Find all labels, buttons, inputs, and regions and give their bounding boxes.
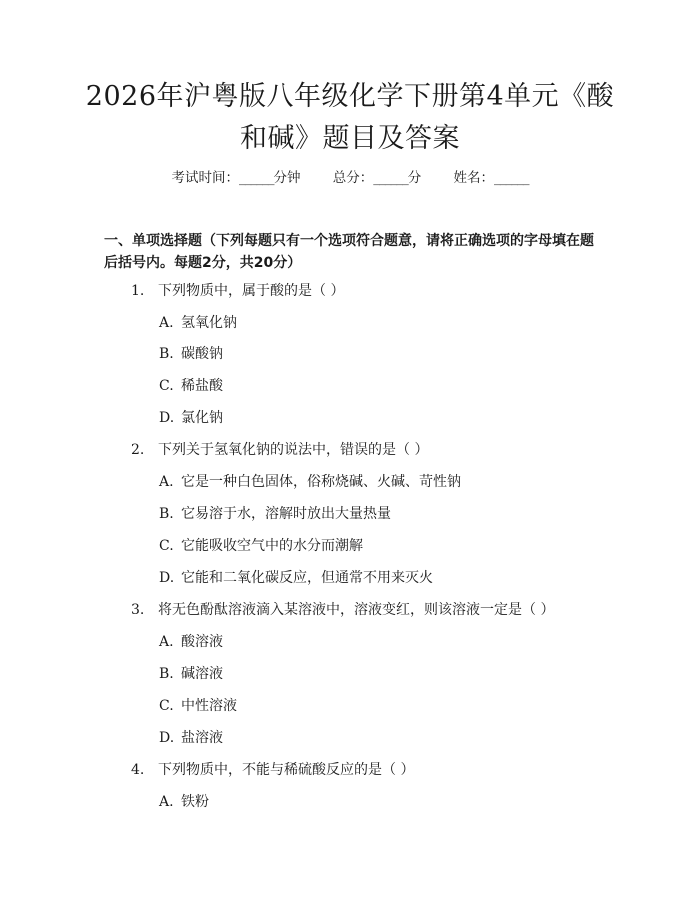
option: [159, 377, 223, 395]
question-number: 4.: [131, 762, 145, 778]
option-letter: B.: [159, 346, 174, 362]
total-score: [333, 169, 422, 187]
option: [159, 409, 223, 427]
option: [159, 665, 223, 683]
option-text: 它能和二氧化碳反应，但通常不用来灭火: [181, 570, 433, 586]
question-text: 将无色酚酞溶液滴入某溶液中，溶液变红，则该溶液一定是（ ）: [158, 602, 555, 618]
option-text: 氯化钠: [181, 410, 223, 426]
exam-time-blank: ______: [238, 170, 274, 186]
score-label: 总分：: [332, 170, 374, 186]
student-name: [454, 169, 529, 187]
name-label: 姓名：: [453, 170, 495, 186]
question-text: 下列关于氢氧化钠的说法中，错误的是（ ）: [158, 442, 429, 458]
option-text: 氢氧化钠: [181, 315, 237, 331]
option: [159, 345, 223, 363]
question: [131, 282, 344, 300]
option-text: 盐溶液: [181, 730, 223, 746]
question-text: 下列物质中，不能与稀硫酸反应的是（ ）: [158, 762, 415, 778]
option-text: 它是一种白色固体，俗称烧碱、火碱、苛性钠: [181, 474, 461, 490]
option-text: 酸溶液: [181, 634, 223, 650]
option-text: 它易溶于水，溶解时放出大量热量: [181, 506, 391, 522]
question-number: 1.: [131, 283, 145, 299]
option-letter: B.: [159, 506, 174, 522]
option: [159, 314, 237, 332]
question: [131, 601, 554, 619]
option-letter: A.: [159, 315, 174, 331]
option-text: 碱溶液: [181, 666, 223, 682]
option-letter: A.: [159, 474, 174, 490]
exam-info-line: [0, 169, 700, 187]
question: [131, 761, 414, 779]
question-number: 3.: [131, 602, 145, 618]
option: [159, 729, 223, 747]
option-letter: C.: [159, 538, 174, 554]
option: [159, 473, 461, 491]
document-title-line2: 和碱》题目及答案: [240, 123, 460, 154]
option: [159, 697, 237, 715]
exam-time: [171, 169, 300, 187]
option-text: 稀盐酸: [181, 378, 223, 394]
option-text: 碳酸钠: [181, 346, 223, 362]
document-title-line1: 2026年沪粤版八年级化学下册第4单元《酸: [85, 81, 615, 112]
exam-time-unit: 分钟: [273, 170, 301, 186]
option-text: 中性溶液: [181, 698, 237, 714]
question-text: 下列物质中，属于酸的是（ ）: [158, 283, 345, 299]
option: [159, 505, 391, 523]
option-letter: D.: [159, 570, 175, 586]
option-text: 铁粉: [181, 794, 209, 810]
option-letter: C.: [159, 698, 174, 714]
question-number: 2.: [131, 442, 145, 458]
option-letter: D.: [159, 730, 175, 746]
option: [159, 633, 223, 651]
option: [159, 793, 209, 811]
option-letter: C.: [159, 378, 174, 394]
exam-time-label: 考试时间：: [171, 170, 239, 186]
option-letter: D.: [159, 410, 175, 426]
score-blank: ______: [373, 170, 408, 186]
score-unit: 分: [407, 170, 422, 186]
option-letter: A.: [159, 634, 174, 650]
option: [159, 569, 433, 587]
option: [159, 537, 363, 555]
option-letter: B.: [159, 666, 174, 682]
section-title: 一、单项选择题（下列每题只有一个选项符合题意，请将正确选项的字母填在题后括号内。每题2分，共20分）: [104, 233, 594, 271]
option-letter: A.: [159, 794, 174, 810]
name-blank: ______: [494, 170, 529, 186]
question: [131, 441, 428, 459]
option-text: 它能吸收空气中的水分而潮解: [181, 538, 363, 554]
